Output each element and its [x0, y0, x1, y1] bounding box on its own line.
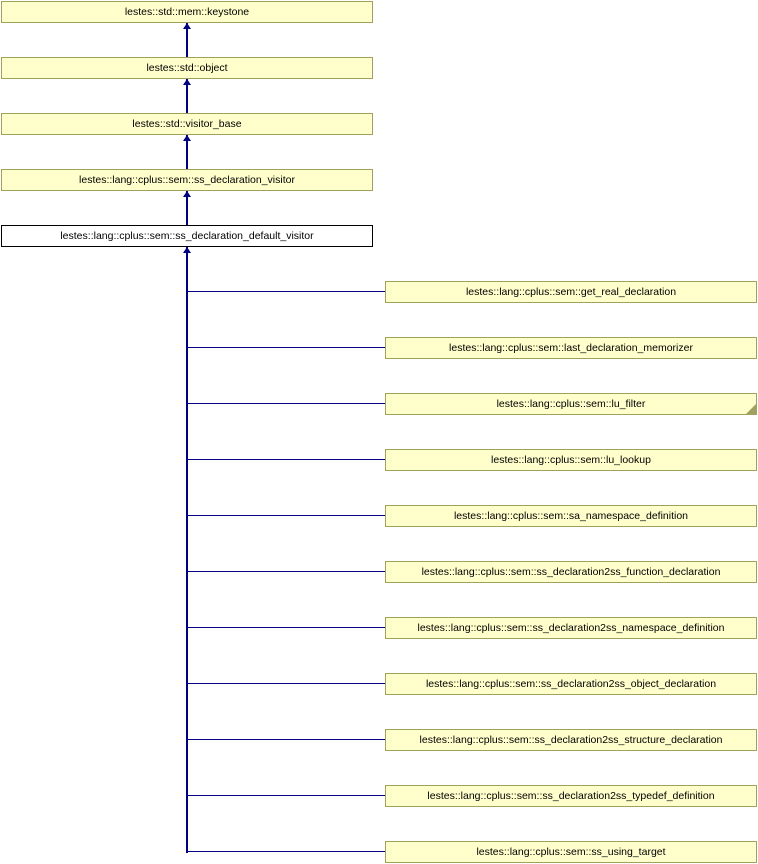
class-node-ss-declaration2ss-structure-declaration[interactable] — [385, 729, 757, 751]
inheritance-branch-line — [187, 683, 385, 684]
class-node-sa-namespace-definition[interactable] — [385, 505, 757, 527]
arrowhead-up-icon — [183, 191, 191, 197]
class-node-label: lestes::lang::cplus::sem::ss_declaration2ss_namespace_definition — [417, 622, 725, 634]
class-node-label: lestes::lang::cplus::sem::last_declaration_memorizer — [449, 342, 693, 354]
class-node-keystone[interactable]: lestes::std::mem::keystone — [1, 1, 373, 23]
class-node-ss-declaration2ss-typedef-definition[interactable] — [385, 785, 757, 807]
class-node-ss-declaration-visitor[interactable]: lestes::lang::cplus::sem::ss_declaration_visitor — [1, 169, 373, 191]
inheritance-branch-line — [187, 291, 385, 292]
class-node-label: lestes::lang::cplus::sem::ss_declaration2ss_function_declaration — [421, 566, 721, 578]
class-node-visitor-base[interactable]: lestes::std::visitor_base — [1, 113, 373, 135]
class-node-last-declaration-memorizer[interactable] — [385, 337, 757, 359]
inheritance-branch-line — [187, 739, 385, 740]
class-node-label: lestes::lang::cplus::sem::get_real_declaration — [465, 286, 677, 298]
arrowhead-up-icon — [183, 23, 191, 29]
class-node-current-ss-declaration-default-visitor: lestes::lang::cplus::sem::ss_declaration_default_visitor — [1, 225, 373, 247]
inheritance-branch-line — [187, 627, 385, 628]
subclasses-fold-icon — [746, 404, 756, 414]
inheritance-branch-line — [187, 851, 385, 852]
inheritance-branch-line — [187, 347, 385, 348]
inheritance-branch-line — [187, 459, 385, 460]
class-node-label: lestes::lang::cplus::sem::ss_declaration2ss_object_declaration — [425, 678, 717, 690]
class-node-lu-lookup[interactable] — [385, 449, 757, 471]
arrowhead-up-icon — [183, 135, 191, 141]
inheritance-branch-line — [187, 515, 385, 516]
class-node-label: lestes::lang::cplus::sem::ss_using_target — [476, 846, 666, 858]
class-node-label: lestes::lang::cplus::sem::ss_declaration2ss_typedef_definition — [427, 790, 715, 802]
class-node-get-real-declaration[interactable] — [385, 281, 757, 303]
class-node-label: lestes::lang::cplus::sem::lu_filter — [496, 398, 646, 410]
class-node-object[interactable]: lestes::std::object — [1, 57, 373, 79]
class-node-ss-declaration2ss-namespace-definition[interactable] — [385, 617, 757, 639]
arrowhead-up-icon — [183, 79, 191, 85]
class-node-ss-declaration2ss-object-declaration[interactable] — [385, 673, 757, 695]
class-node-ss-declaration2ss-function-declaration[interactable] — [385, 561, 757, 583]
class-node-label: lestes::lang::cplus::sem::lu_lookup — [491, 454, 651, 466]
class-node-lu-filter[interactable] — [385, 393, 757, 415]
inheritance-trunk-line — [186, 247, 188, 853]
class-node-label: lestes::lang::cplus::sem::ss_declaration2ss_structure_declaration — [419, 734, 723, 746]
inheritance-branch-line — [187, 795, 385, 796]
arrowhead-up-icon — [183, 247, 191, 253]
class-node-ss-using-target[interactable] — [385, 841, 757, 863]
inheritance-branch-line — [187, 571, 385, 572]
inheritance-branch-line — [187, 403, 385, 404]
class-node-label: lestes::lang::cplus::sem::sa_namespace_definition — [453, 510, 689, 522]
